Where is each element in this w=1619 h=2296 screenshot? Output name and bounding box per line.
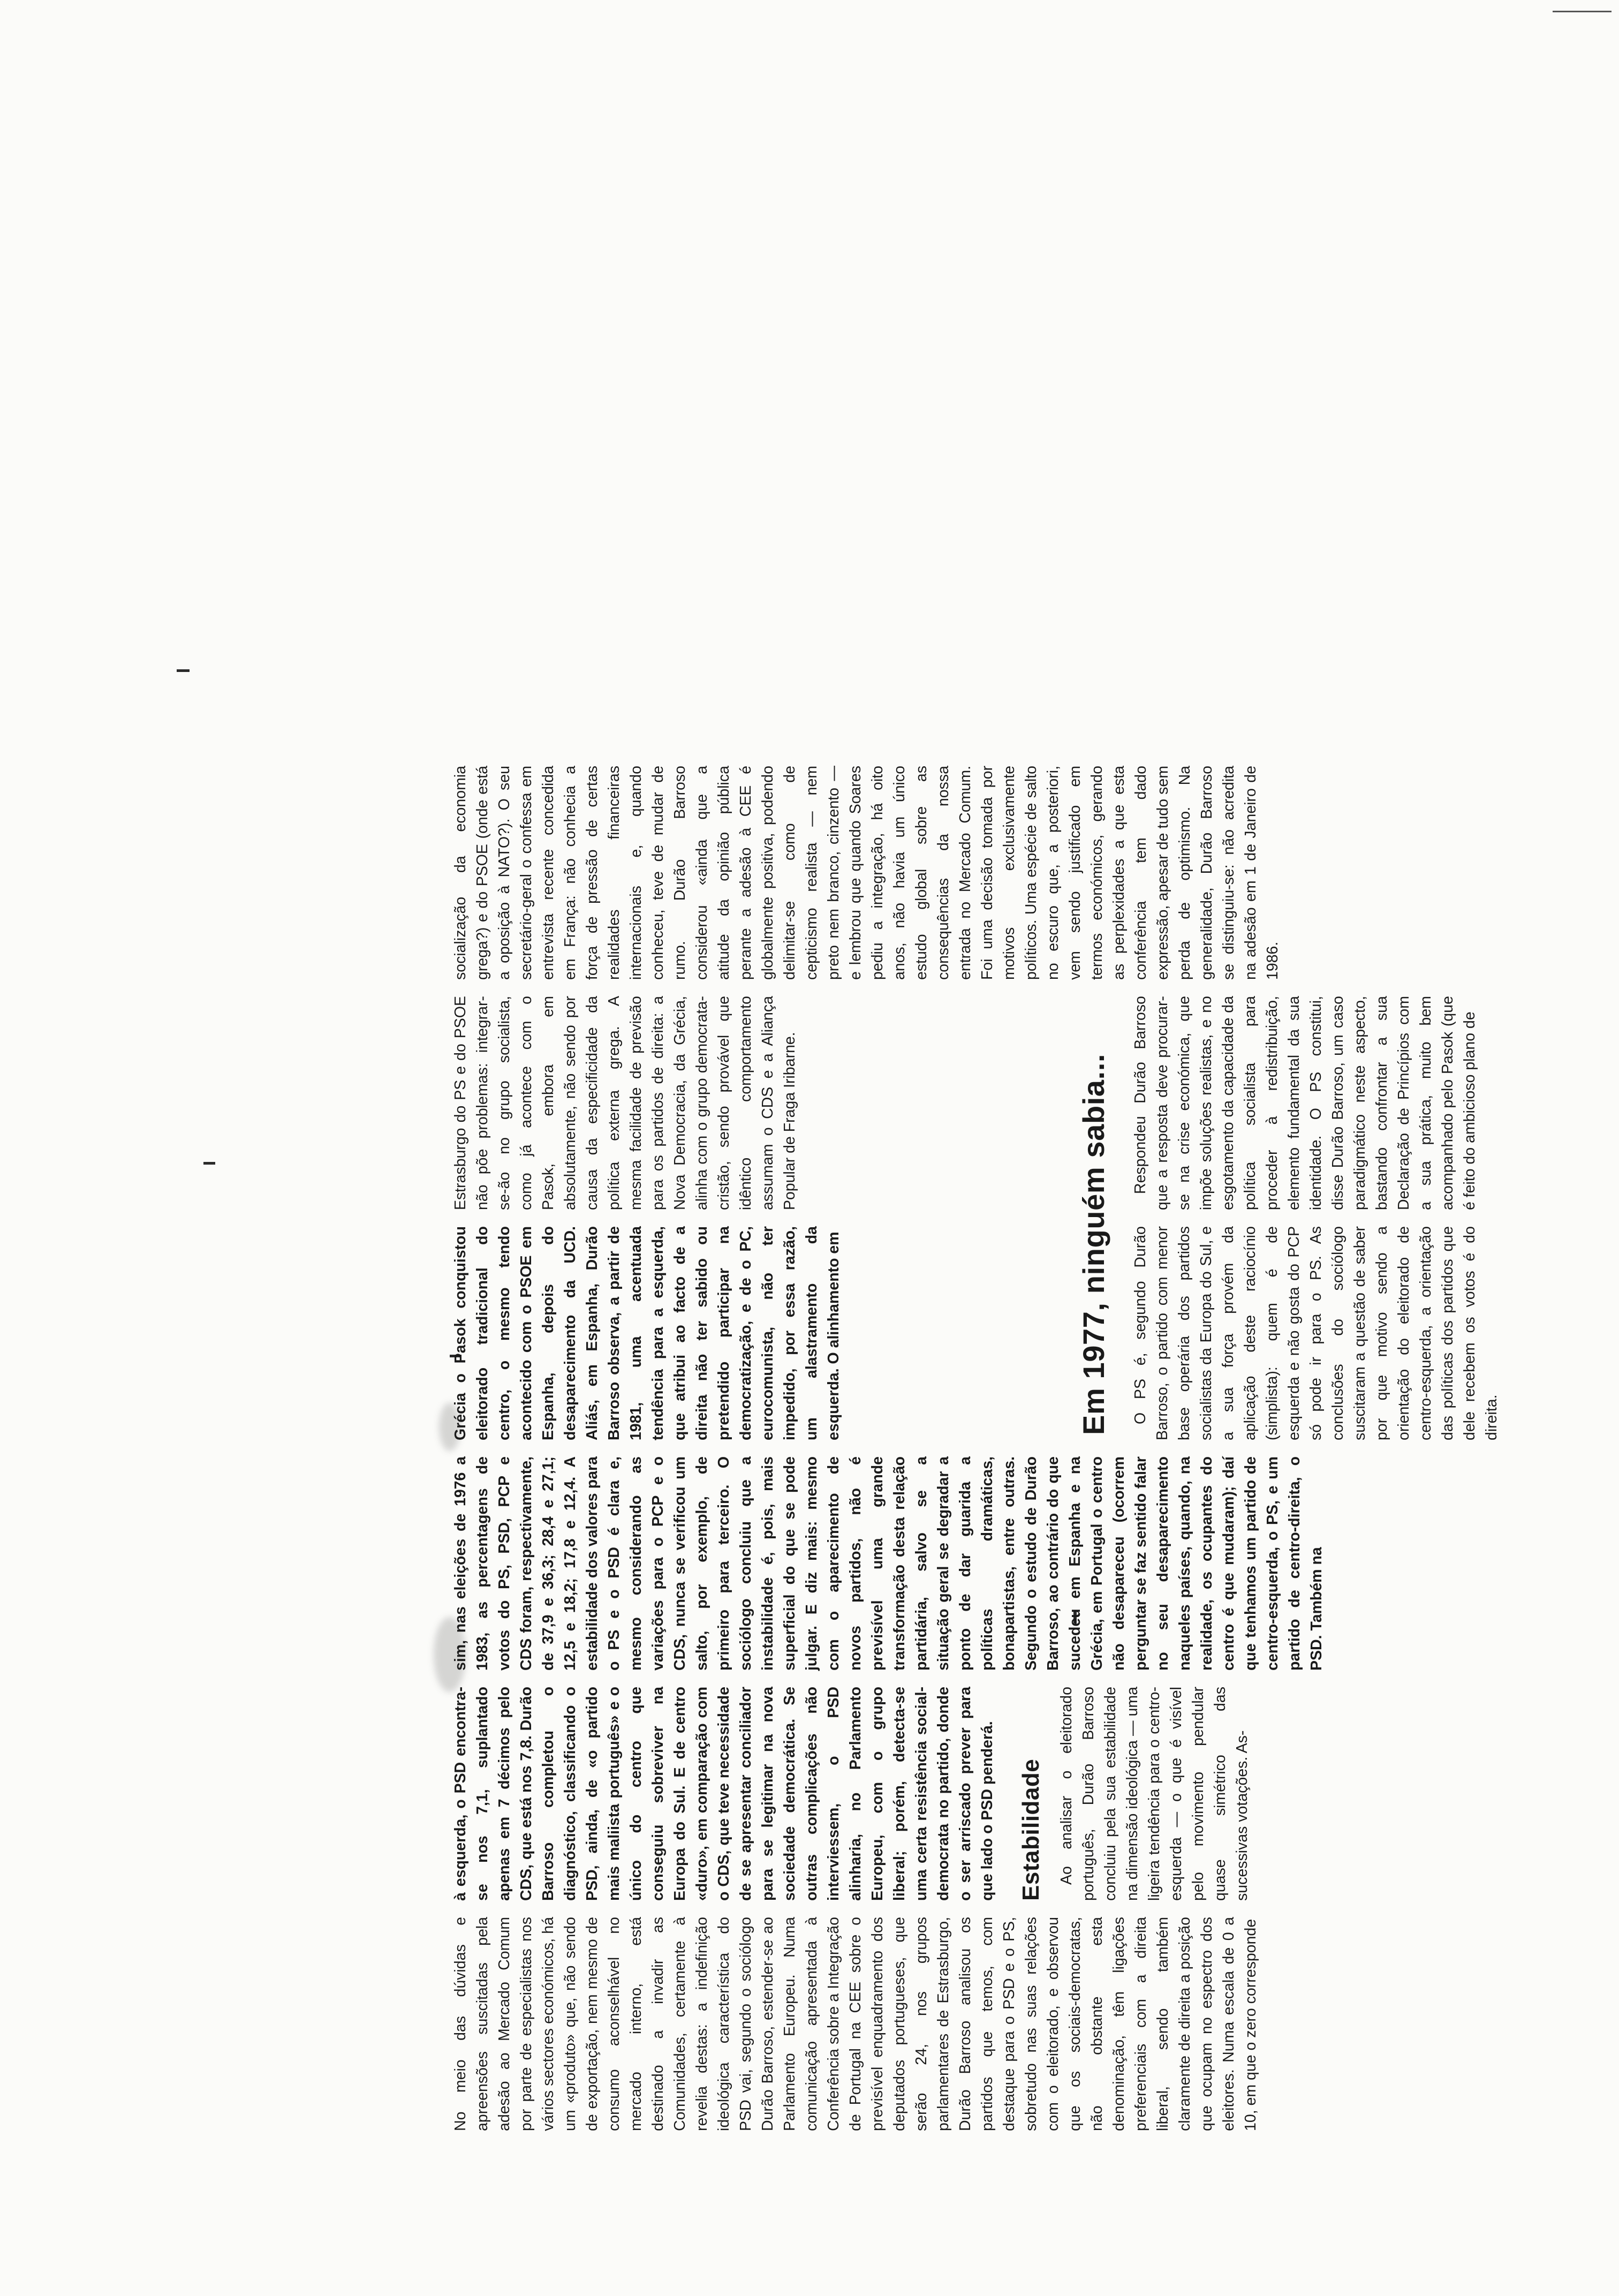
article-column-2 (450, 1687, 1251, 1901)
column-text: O PS é, segundo Durão Barroso, o partido com menor base operária dos partidos socialistas da Europa do Sul, e a sua força provém da aplicação deste raciocínio (simplista): quem é de esquerda e não gosta do PCP só pode ir para o PS. As conclusões do sociólogo suscitaram a questão de saber por que motivo sendo a orientação do eleitorado de centro-esquerda, a orientação das políticas dos partidos que dele recebem os votos é do direita. (1132, 1226, 1500, 1440)
article-column-3 (450, 1456, 1325, 1671)
scan-smudge (434, 1617, 466, 1692)
article-lower-column-2 (1130, 996, 1478, 1210)
article-column-4 (450, 1226, 1071, 1440)
scan-mark-top-right (1553, 11, 1612, 12)
scan-smudge (439, 1403, 460, 1451)
article-column-1 (450, 1917, 1259, 2131)
column-text: Estrasburgo do PS e do PSOE não põe problemas: integrar-se-ão no grupo socialista, como já acontece com o Pasok, embora em absolutamente, não sendo por causa da especificidade da política externa grega. A mesma facilidade de previsão para os partidos de direita: a Nova Democracia, da Grécia, alinha com o grupo democrata-cristão, sendo provável que idêntico comportamento assumam o CDS e a Aliança Popular de Fraga Iribarne. (452, 996, 798, 1210)
article-column-6 (450, 766, 1456, 980)
column-text: Ao analisar o eleitorado português, Durão Barroso concluiu pela sua estabilidade na dimensão ideológica — uma ligeira tendência para o centro-esquerda — o que é visível pelo movimento pendular quase simétrico das sucessivas votações. As- (1058, 1687, 1251, 1901)
article-subheadline: Em 1977, ninguém sabia... (1077, 1053, 1110, 1435)
newspaper-page (428, 203, 1499, 2131)
article-lower-column-1 (1130, 1226, 1500, 1440)
column-text: socialização da economia grega?) e do PSOE (onde está a oposição à NATO?). O seu secretário-geral o confessa em entrevista recente concedida em França: não conhecia a força de pressão de certas realidades financeiras internacionais e, quando conheceu, teve de mudar de rumo. Durão Barroso considerou «ainda que a atitude da opinião pública perante a adesão à CEE é globalmente positiva, podendo delimitar-se como de cepticismo realista — nem preto nem branco, cinzento — e lembrou que quando Soares pediu a integração, há oito anos, não havia um único estudo global sobre as consequências da nossa entrada no Mercado Comum. Foi uma decisão tomada por motivos exclusivamente políticos. Uma espécie de salto no escuro que, a posteriori, vem sendo justificado em termos económicos, gerando as perplexidades a que esta conferência tem dado expressão, apesar de tudo sem perda de optimismo. Na generalidade, Durão Barroso se distinguiu-se: não acredita na adesão em 1 de Janeiro de 1986. (452, 766, 1281, 980)
column-text: à esquerda, o PSD encontra-se nos 7,1, suplantado apenas em 7 décimos pelo CDS, que está nos 7,8. Durão Barroso completou o diagnóstico, classificando o PSD, ainda, de «o partido mais maliista português» e o único do centro que conseguiu sobreviver na Europa do Sul. E de centro «duro», em comparação com o CDS, que teve necessidade de se apresentar conciliador para se legitimar na nova sociedade democrática. Se outras complicações não interviessem, o PSD alinharia, no Parlamento Europeu, com o grupo liberal; porém, detecta-se uma certa resistência social-democrata no partido, donde o ser arriscado prever para que lado o PSD penderá. (452, 1687, 996, 1901)
column-text: No meio das dúvidas e apreensões suscitadas pela adesão ao Mercado Comum por parte de especialistas nos vários sectores económicos, há um «produto» que, não sendo de exportação, nem mesmo de consumo aconselhável no mercado interno, está destinado a invadir as Comunidades, certamente à revelia destas: a indefinição ideológica característica do PSD vai, segundo o sociólogo Durão Barroso, estender-se ao Parlamento Europeu. Numa comunicação apresentada à Conferência sobre a Integração de Portugal na CEE sobre o previsível enquadramento dos deputados portugueses, que serão 24, nos grupos parlamentares de Estrasburgo, Durão Barroso analisou os partidos que temos, com destaque para o PSD e o PS, sobretudo nas suas relações com o eleitorado, e observou que os sociais-democratas, não obstante esta denominação, têm ligações preferenciais com a direita liberal, sendo também claramente de direita a posição que ocupam no espectro dos eleitores. Numa escala de 0 a 10, em que o zero corresponde (452, 1917, 1259, 2131)
section-heading: Estabilidade (1018, 1758, 1044, 1901)
column-text: Grécia o Pasok conquistou eleitorado tradicional do centro, o mesmo tendo acontecido com o PSOE em Espanha, depois do desaparecimento da UCD. Aliás, em Espanha, Durão Barroso observa, a partir de 1981, uma acentuada tendência para a esquerda, que atribui ao facto de a direita não ter sabido ou pretendido participar na democratização, e de o PC, eurocomunista, não ter impedido, por essa razão, um alastramento da esquerda. O alinhamento em (452, 1226, 842, 1440)
column-text: Respondeu Durão Barroso que a resposta deve procurar-se na crise económica, que impõe soluções realistas, e no esgotamento da capacidade da política socialista para proceder à redistribuição, elemento fundamental da sua identidade. O PS constitui, disse Durão Barroso, um caso paradigmático neste aspecto, bastando confrontar a sua Declaração de Princípios com a sua prática, muito bem acompanhado pelo Pasok (que é feito do ambicioso plano de (1132, 996, 1478, 1210)
scan-dash (203, 1162, 215, 1165)
article-column-5 (450, 996, 1071, 1210)
scan-dash (177, 669, 190, 672)
column-text: sim, nas eleições de 1976 a 1983, as percentagens de votos do PS, PSD, PCP e CDS foram, respectivamente, de 37,9 e 36,3; 28,4 e 27,1; 12,5 e 18,2; 17,8 e 12,4. A estabilidade dos valores para o PS e o PSD é clara e, mesmo considerando as variações para o PCP e o CDS, nunca se verificou um salto, por exemplo, de primeiro para terceiro. O sociólogo concluiu que a instabilidade é, pois, mais superficial do que se pode julgar. E diz mais: mesmo com o aparecimento de novos partidos, não é previsível uma grande transformação desta relação partidária, salvo se a situação geral se degradar a ponto de dar guarida a políticas dramáticas, bonapartistas, entre outras. Segundo o estudo de Durão Barroso, ao contrário do que sucedeu em Espanha e na Grécia, em Portugal o centro não desapareceu (ocorrem perguntar se faz sentido falar no seu desaparecimento naqueles países, quando, na realidade, os ocupantes do centro é que mudaram); daí que tenhamos um partido de centro-esquerda, o PS, e um partido de centro-direita, o PSD. Também na (452, 1456, 1325, 1671)
